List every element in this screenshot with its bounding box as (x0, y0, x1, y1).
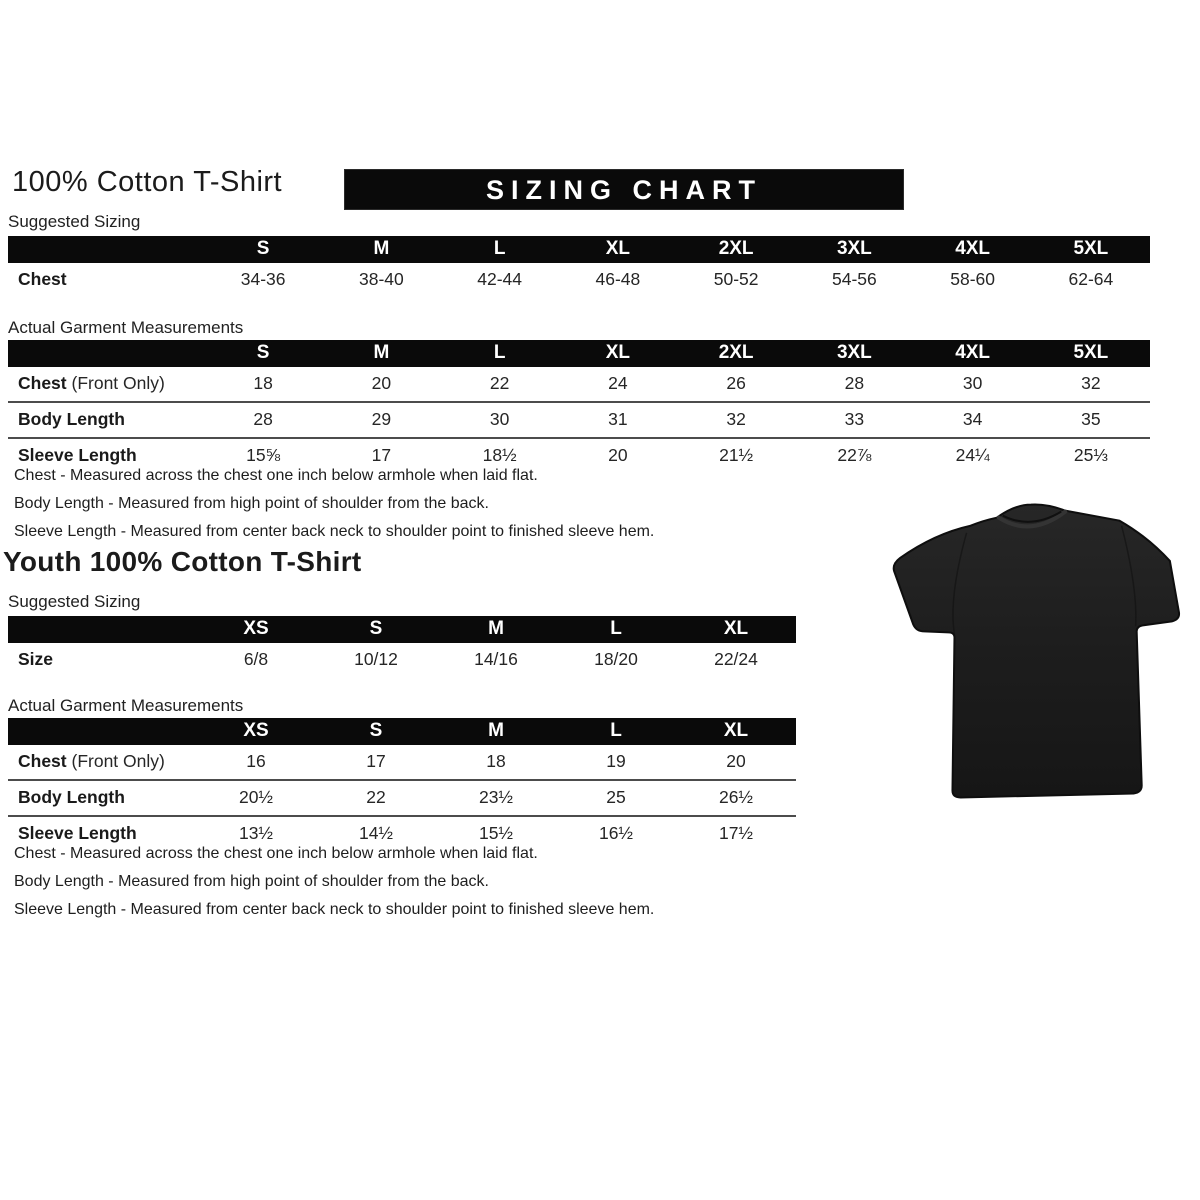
measurement-cell: 17½ (718, 823, 754, 843)
measurement-cell: 38-40 (358, 269, 404, 289)
table-corner-cell (8, 236, 204, 263)
measurement-cell: 32 (726, 409, 746, 429)
note-line: Sleeve Length - Measured from center back neck to shoulder point to finished sleeve hem. (14, 523, 655, 540)
measurement-cell: 34-36 (240, 269, 286, 289)
size-column-header: XL (559, 340, 677, 367)
size-column-header: M (436, 616, 556, 643)
size-column-header: XL (676, 718, 796, 745)
row-label: Chest (18, 269, 67, 289)
measurement-cell: 34 (962, 409, 983, 429)
adult-section-title: 100% Cotton T-Shirt (12, 166, 283, 198)
adult-suggested-sizing-label: Suggested Sizing (8, 212, 141, 231)
measurement-cell: 10/12 (354, 649, 398, 669)
size-column-header: 4XL (914, 340, 1032, 367)
row-label: Size (18, 649, 54, 669)
adult-suggested-sizing-table (8, 236, 1150, 297)
measurement-cell: 20½ (238, 787, 274, 807)
measurement-cell: 16 (246, 751, 266, 771)
row-label: Sleeve Length (18, 445, 137, 465)
size-column-header: 2XL (677, 236, 795, 263)
table-corner-cell (8, 616, 196, 643)
measurement-cell: 19 (606, 751, 626, 771)
measurement-cell: 16½ (598, 823, 634, 843)
youth-measurements-table (8, 718, 796, 851)
table-row (8, 402, 1150, 438)
measurement-cell: 22 (489, 373, 510, 393)
size-column-header: 4XL (914, 236, 1032, 263)
measurement-cell: 14½ (358, 823, 394, 843)
youth-measurement-notes (14, 840, 654, 924)
size-column-header: XL (559, 236, 677, 263)
size-column-header: S (204, 236, 322, 263)
size-column-header: XS (196, 718, 316, 745)
measurement-cell: 33 (844, 409, 865, 429)
measurement-cell: 46-48 (595, 269, 641, 289)
size-column-header: 5XL (1032, 236, 1150, 263)
youth-suggested-sizing-label: Suggested Sizing (8, 592, 141, 611)
measurement-cell: 22 (366, 787, 386, 807)
measurement-cell: 22/24 (714, 649, 758, 669)
note-line: Body Length - Measured from high point of shoulder from the back. (14, 873, 489, 890)
sizing-chart-banner: SIZING CHART (345, 170, 903, 209)
size-column-header: L (441, 340, 559, 367)
measurement-cell: 28 (844, 373, 865, 393)
row-label: Sleeve Length (18, 823, 137, 843)
measurement-cell: 18/20 (594, 649, 638, 669)
size-column-header: 2XL (677, 340, 795, 367)
measurement-cell: 50-52 (713, 269, 759, 289)
table-corner-cell (8, 340, 204, 367)
note-line: Chest - Measured across the chest one inch below armhole when laid flat. (14, 467, 538, 484)
measurement-cell: 25 (606, 787, 626, 807)
measurement-cell: 6/8 (243, 649, 269, 669)
size-column-header: M (322, 236, 440, 263)
measurement-cell: 21½ (719, 445, 754, 465)
measurement-cell: 22⅞ (837, 445, 872, 465)
measurement-cell: 32 (1081, 373, 1101, 393)
size-column-header: L (556, 616, 676, 643)
size-column-header: L (441, 236, 559, 263)
youth-section-title: Youth 100% Cotton T-Shirt (3, 546, 362, 577)
table-row (8, 780, 796, 816)
row-label: Body Length (18, 409, 125, 429)
measurement-cell: 35 (1081, 409, 1101, 429)
measurement-cell: 18½ (482, 445, 517, 465)
tshirt-body-shape (894, 504, 1179, 797)
adult-measurement-notes (14, 462, 654, 546)
youth-actual-measurements-label: Actual Garment Measurements (8, 696, 244, 715)
measurement-cell: 26½ (718, 787, 754, 807)
row-label: Chest (Front Only) (18, 373, 165, 393)
size-column-header: XL (676, 616, 796, 643)
measurement-cell: 14/16 (474, 649, 518, 669)
note-line: Body Length - Measured from high point of shoulder from the back. (14, 495, 489, 512)
size-column-header: M (322, 340, 440, 367)
size-column-header: 3XL (795, 340, 913, 367)
note-line: Chest - Measured across the chest one inch below armhole when laid flat. (14, 845, 538, 862)
row-label: Body Length (18, 787, 125, 807)
tshirt-illustration (878, 477, 1190, 815)
size-column-header: S (316, 718, 436, 745)
measurement-cell: 20 (371, 373, 392, 393)
measurement-cell: 18 (486, 751, 506, 771)
size-column-header: M (436, 718, 556, 745)
measurement-cell: 54-56 (831, 269, 877, 289)
measurement-cell: 24 (608, 373, 628, 393)
measurement-cell: 28 (253, 409, 273, 429)
table-row (8, 745, 796, 780)
measurement-cell: 15⅝ (246, 445, 281, 465)
measurement-cell: 15½ (478, 823, 514, 843)
table-corner-cell (8, 718, 196, 745)
measurement-cell: 17 (366, 751, 386, 771)
table-row (8, 643, 796, 677)
size-column-header: S (316, 616, 436, 643)
measurement-cell: 30 (962, 373, 983, 393)
measurement-cell: 42-44 (477, 269, 522, 289)
size-column-header: 3XL (795, 236, 913, 263)
size-column-header: L (556, 718, 676, 745)
adult-actual-measurements-label: Actual Garment Measurements (8, 318, 244, 337)
measurement-cell: 17 (371, 445, 392, 465)
tshirt-product-image (878, 477, 1190, 815)
measurement-cell: 25⅓ (1073, 445, 1108, 465)
row-label: Chest (Front Only) (18, 751, 165, 771)
measurement-cell: 58-60 (950, 269, 995, 289)
measurement-cell: 18 (253, 373, 273, 393)
table-row (8, 367, 1150, 402)
measurement-cell: 31 (608, 409, 628, 429)
measurement-cell: 29 (371, 409, 392, 429)
size-column-header: 5XL (1032, 340, 1150, 367)
measurement-cell: 30 (489, 409, 510, 429)
size-column-header: S (204, 340, 322, 367)
measurement-cell: 24¼ (955, 445, 990, 465)
measurement-cell: 62-64 (1068, 269, 1114, 289)
measurement-cell: 26 (726, 373, 746, 393)
measurement-cell: 23½ (478, 787, 514, 807)
size-column-header: XS (196, 616, 316, 643)
measurement-cell: 20 (608, 445, 628, 465)
adult-measurements-table (8, 340, 1150, 473)
table-row (8, 263, 1150, 297)
measurement-cell: 20 (726, 751, 746, 771)
note-line: Sleeve Length - Measured from center back neck to shoulder point to finished sleeve hem. (14, 901, 655, 918)
youth-suggested-sizing-table (8, 616, 796, 677)
measurement-cell: 13½ (238, 823, 274, 843)
